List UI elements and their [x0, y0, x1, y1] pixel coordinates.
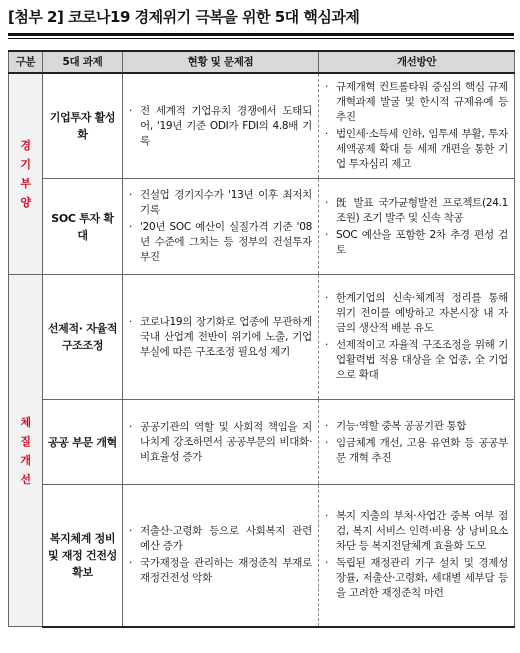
status-cell [123, 485, 319, 627]
table-row [9, 275, 515, 400]
table-row [9, 485, 515, 627]
plan-item: · SOC 예산을 포함한 2차 추경 편성 검토 [325, 228, 508, 256]
task-cell: SOC 투자 확대 [43, 179, 123, 275]
plan-cell [319, 179, 515, 275]
table-row [9, 179, 515, 275]
plan-cell [319, 400, 515, 485]
plan-item: · 한계기업의 신속·체계적 정리를 통해 위기 전이를 예방하고 자본시장 내 자금의 생산적 배분 유도 [325, 292, 508, 334]
status-item: · 저출산·고령화 등으로 사회복지 관련 예산 증가 [129, 525, 312, 553]
status-item: · 전 세계적 기업유치 경쟁에서 도태되어, '19년 기준 ODI가 FDI의 4.8배 기록 [129, 104, 312, 147]
header-plan: 개선방안 [319, 51, 515, 73]
plan-cell [319, 73, 515, 179]
status-cell [123, 179, 319, 275]
category-economy [9, 73, 43, 275]
plan-cell [319, 275, 515, 400]
header-category: 구분 [9, 51, 43, 73]
plan-cell [319, 485, 515, 627]
plan-item: · 규제개혁 컨트롤타워 중심의 핵심 규제개혁과제 발굴 및 한시적 규제유예 등 추진 [325, 81, 508, 123]
status-item: · 코로나19의 장기화로 업종에 무관하게 국내 산업계 전반이 위기에 노출, 기업 부실에 따른 구조조정 필요성 제기 [129, 315, 312, 358]
tasks-table [8, 50, 515, 628]
table-header-row [9, 51, 515, 73]
category-label: 체질개선 [20, 415, 31, 486]
table-row [9, 400, 515, 485]
plan-item: · 기능·역할 중복 공공기관 통합 [325, 419, 467, 432]
task-cell: 공공 부문 개혁 [43, 400, 123, 485]
task-cell: 기업투자 활성화 [43, 73, 123, 179]
status-cell [123, 400, 319, 485]
status-cell [123, 275, 319, 400]
plan-item: · 선제적이고 자율적 구조조정을 위해 기업활력법 적용 대상을 全 업종, 全 기업으로 확대 [325, 339, 508, 381]
task-cell: 복지체계 정비 및 재정 건전성 확보 [43, 485, 123, 627]
plan-item: · 법인세·소득세 인하, 임투세 부활, 투자세액공제 확대 등 세제 개편을 통한 기업 투자심리 제고 [325, 128, 508, 170]
header-task: 5대 과제 [43, 51, 123, 73]
status-item: · 건설업 경기지수가 '13년 이후 최저치 기록 [129, 189, 312, 216]
title-rule-thin [8, 38, 514, 39]
header-status: 현황 및 문제점 [123, 51, 319, 73]
page-title: [첨부 2] 코로나19 경제위기 극복을 위한 5대 핵심과제 [8, 8, 360, 26]
plan-item: · 독립된 재정관리 기구 설치 및 경제성장률, 저출산·고령화, 세대별 세부담 등을 고려한 재정준칙 마련 [325, 557, 508, 600]
table-row [9, 73, 515, 179]
plan-item: · 임금체계 개선, 고용 유연화 등 공공부문 개혁 추진 [325, 436, 508, 464]
category-structure [9, 275, 43, 627]
task-cell: 선제적· 자율적 구조조정 [43, 275, 123, 400]
title-rule-thick [8, 33, 514, 36]
plan-item: · 복지 지출의 부처·사업간 중복 여부 점검, 복지 서비스 인력·비용 상 낭비요소 차단 등 복지전달체계 효율화 도모 [325, 510, 508, 553]
plan-item: · 旣 발표 국가균형발전 프로젝트(24.1조원) 조기 발주 및 신속 착공 [325, 196, 508, 224]
status-item: · '20년 SOC 예산이 실질가격 기준 '08년 수준에 그치는 등 정부의 건설투자 부진 [129, 221, 312, 263]
status-item: · 국가재정을 관리하는 재정준칙 부재로 재정건전성 악화 [129, 557, 312, 585]
status-item: · 공공기관의 역할 및 사회적 책임을 지나치게 강조하면서 공공부문의 비대화·비효율성 증가 [129, 420, 312, 463]
status-cell [123, 73, 319, 179]
category-label: 경기부양 [20, 139, 31, 209]
